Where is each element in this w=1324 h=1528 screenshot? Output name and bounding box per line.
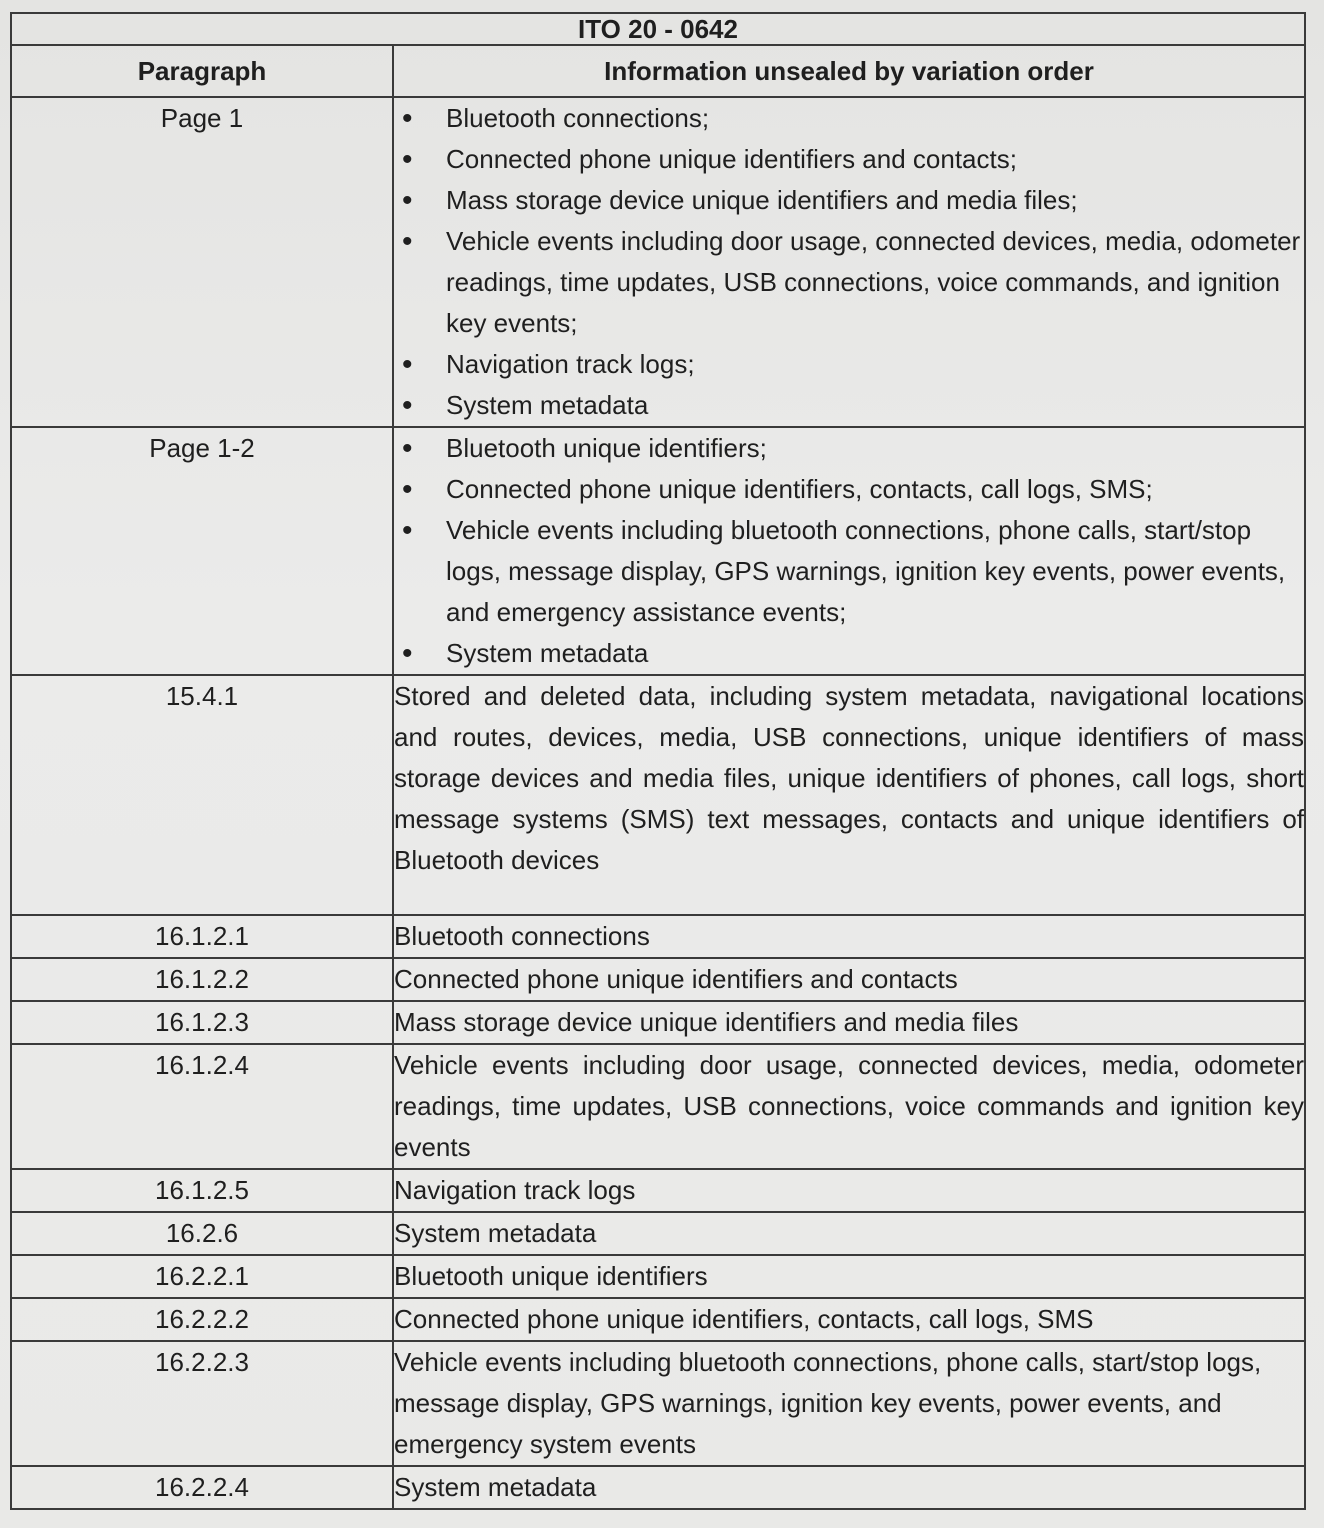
information-cell: Connected phone unique identifiers and contacts [393, 958, 1305, 1001]
list-item: • Navigation track logs; [394, 344, 1304, 385]
table-row [11, 1212, 1305, 1255]
table-row [11, 1169, 1305, 1212]
list-item: • Connected phone unique identifiers, contacts, call logs, SMS; [394, 469, 1304, 510]
paragraph-cell: 16.2.2.2 [11, 1298, 393, 1341]
information-cell [393, 97, 1305, 427]
information-cell: Bluetooth unique identifiers [393, 1255, 1305, 1298]
information-cell: Vehicle events including bluetooth connections, phone calls, start/stop logs, message display, GPS warnings, ignition key events, power events, and emergency system events [393, 1341, 1305, 1466]
list-item: • System metadata [394, 633, 1304, 674]
paragraph-cell: 16.2.2.1 [11, 1255, 393, 1298]
paragraph-cell: 16.2.2.3 [11, 1341, 393, 1466]
list-item: • System metadata [394, 385, 1304, 426]
paragraph-cell: 16.2.2.4 [11, 1466, 393, 1509]
list-item: • Mass storage device unique identifiers and media files; [394, 180, 1304, 221]
table-row [11, 915, 1305, 958]
information-cell: Navigation track logs [393, 1169, 1305, 1212]
paragraph-cell: 16.1.2.4 [11, 1044, 393, 1169]
list-item: • Bluetooth connections; [394, 98, 1304, 139]
list-item: • Vehicle events including bluetooth connections, phone calls, start/stop logs, message display, GPS warnings, ignition key events, power events, and emergency assistance events; [394, 510, 1304, 633]
list-item: • Connected phone unique identifiers and contacts; [394, 139, 1304, 180]
header-information: Information unsealed by variation order [393, 45, 1305, 97]
table-header-row [11, 45, 1305, 97]
table-row [11, 675, 1305, 915]
table-title: ITO 20 - 0642 [11, 13, 1305, 45]
list-item: • Vehicle events including door usage, connected devices, media, odometer readings, time updates, USB connections, voice commands, and ignition key events; [394, 221, 1304, 344]
information-cell: Mass storage device unique identifiers and media files [393, 1001, 1305, 1044]
information-cell: Connected phone unique identifiers, contacts, call logs, SMS [393, 1298, 1305, 1341]
paragraph-cell: 16.2.6 [11, 1212, 393, 1255]
paragraph-cell: 15.4.1 [11, 675, 393, 915]
paragraph-cell: Page 1 [11, 97, 393, 427]
paragraph-cell: Page 1-2 [11, 427, 393, 675]
information-cell: Vehicle events including door usage, connected devices, media, odometer readings, time updates, USB connections, voice commands and ignition key events [393, 1044, 1305, 1169]
table-row [11, 1341, 1305, 1466]
paragraph-cell: 16.1.2.1 [11, 915, 393, 958]
bullet-list [394, 428, 1304, 674]
table-row [11, 958, 1305, 1001]
information-cell: Stored and deleted data, including system metadata, navigational locations and routes, devices, media, USB connections, unique identifiers of mass storage devices and media files, unique identifiers of phones, call logs, short message systems (SMS) text messages, contacts and unique identifiers of Bluetooth devices [393, 675, 1305, 915]
table-row [11, 427, 1305, 675]
table-row [11, 1255, 1305, 1298]
header-paragraph: Paragraph [11, 45, 393, 97]
table-row [11, 97, 1305, 427]
table-row [11, 1298, 1305, 1341]
information-cell: Bluetooth connections [393, 915, 1305, 958]
table-row [11, 1466, 1305, 1509]
table-row [11, 1001, 1305, 1044]
table-row [11, 1044, 1305, 1169]
list-item: • Bluetooth unique identifiers; [394, 428, 1304, 469]
information-cell [393, 427, 1305, 675]
ito-table [10, 12, 1306, 1510]
paragraph-cell: 16.1.2.5 [11, 1169, 393, 1212]
paragraph-cell: 16.1.2.3 [11, 1001, 393, 1044]
table-title-row [11, 13, 1305, 45]
information-cell: System metadata [393, 1212, 1305, 1255]
information-cell: System metadata [393, 1466, 1305, 1509]
paragraph-cell: 16.1.2.2 [11, 958, 393, 1001]
bullet-list [394, 98, 1304, 426]
